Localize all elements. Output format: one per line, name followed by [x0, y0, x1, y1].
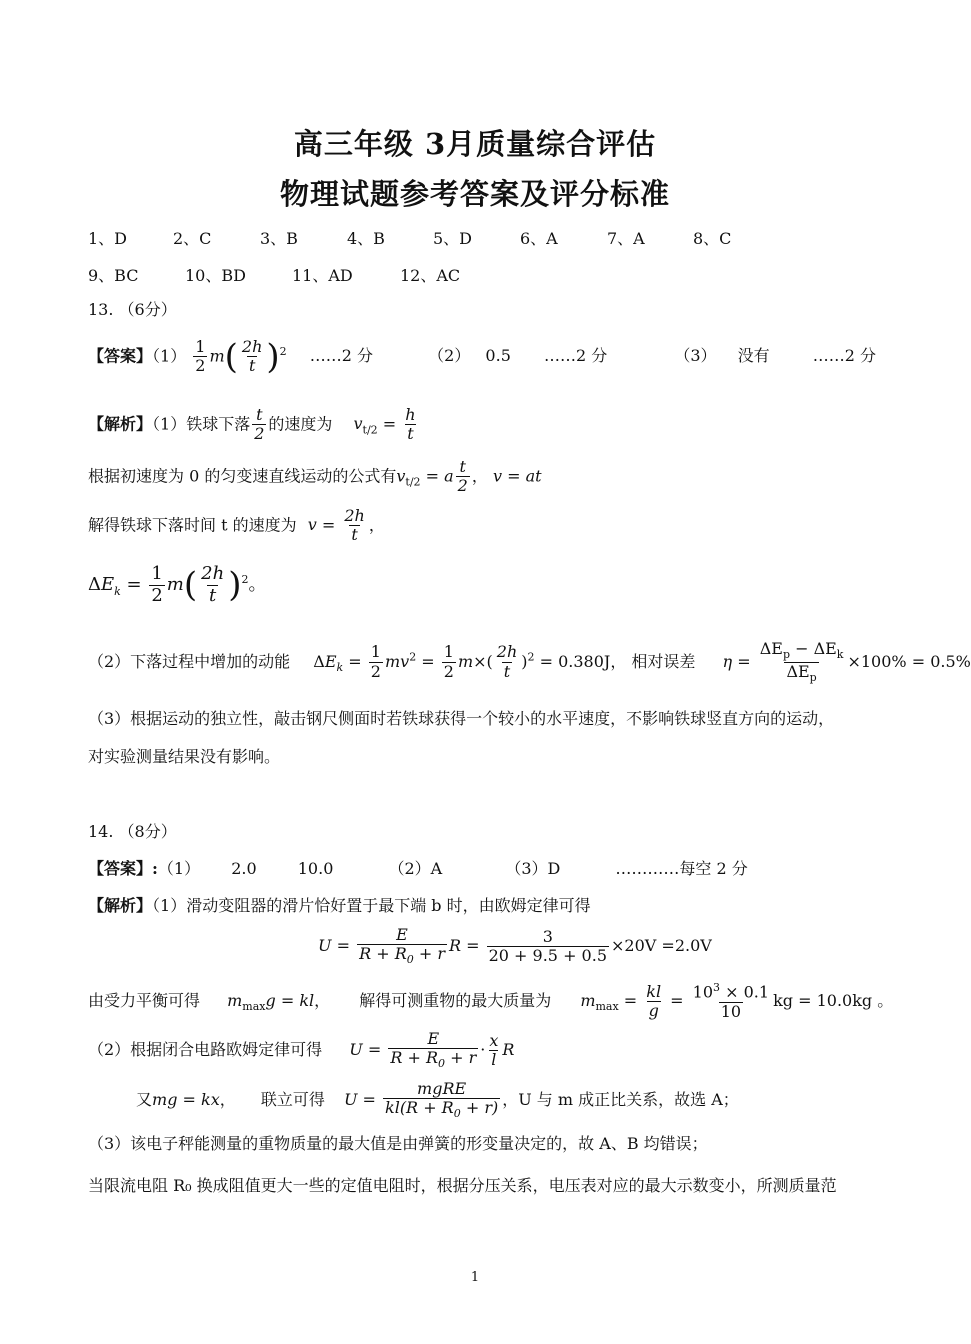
q14-equation-1: U = $\frac{E}{R + R_0 + r}$ R = $\frac{3}{20 + 9.5 + 0.5}$ ×20V =2.0V — [318, 925, 712, 967]
score: ……2 分 — [812, 346, 877, 366]
score: ……2 分 — [543, 346, 608, 366]
text: ，U 与 m 成正比关系，故选 A； — [502, 1090, 739, 1110]
q13-analysis-5: （2）下落过程中增加的动能 $\Delta E_k$ = $\frac{1}{2}$ $mv^2$ = $\frac{1}{2}$ m×( $\frac{2h}{t}$ )$^2$ = 0.380J， 相对误差 η = $\frac{\Delta E_p - \Delta E_k}{\Delta E_p}$ ×100% = 0.5% — [88, 639, 971, 685]
part-2: （2）A — [388, 859, 443, 878]
text: ×20V =2.0V — [611, 936, 712, 956]
mc-answer: 1、D — [88, 229, 128, 248]
q14-analysis-3: （2）根据闭合电路欧姆定律可得 U = $\frac{E}{R + R_0 + r}$ · $\frac{x}{l}$ R — [88, 1029, 515, 1071]
q13-heading: 13. （6分） — [88, 300, 177, 319]
q13-analysis-1: 【解析】（1）铁球下落 $\frac{t}{2}$ 的速度为 $v_{t/2}$ = $\frac{h}{t}$ — [88, 405, 416, 444]
text: （2）下落过程中增加的动能 — [88, 651, 291, 671]
q13-analysis-2: 根据初速度为 0 的匀变速直线运动的公式有$v_{t/2} = a$ $\frac{t}{2}$ ， v = at — [88, 457, 542, 496]
q13-analysis-6: （3）根据运动的独立性，敲击钢尺侧面时若铁球获得一个较小的水平速度，不影响铁球竖直方向的运动， — [88, 709, 835, 728]
text: 又 — [136, 1090, 153, 1110]
analysis-label: 【解析】 — [88, 414, 153, 434]
score: ……2 分 — [309, 346, 374, 366]
text: 根据初速度为 0 的匀变速直线运动的公式有 — [88, 466, 397, 486]
text: kg = 10.0kg 。 — [773, 991, 894, 1011]
mc-answer: 9、BC — [88, 266, 139, 285]
answer-label: 【答案】: — [88, 859, 158, 878]
mc-answer: 8、C — [693, 229, 732, 248]
text: 联立可得 — [260, 1090, 325, 1110]
mc-answer: 5、D — [433, 229, 473, 248]
text: 相对误差 — [631, 651, 696, 671]
score: …………每空 2 分 — [615, 859, 748, 878]
part-3: （3） — [674, 346, 717, 366]
q14-heading: 14. （8分） — [88, 822, 177, 841]
mc-answer: 12、AC — [400, 266, 461, 285]
page-subtitle: 物理试题参考答案及评分标准 — [279, 177, 670, 211]
text: 的速度为 — [268, 414, 333, 434]
mc-answer: 6、A — [520, 229, 558, 248]
mc-answer: 2、C — [173, 229, 212, 248]
mc-answer: 11、AD — [292, 266, 353, 285]
mc-answer: 7、A — [607, 229, 645, 248]
q14-analysis-1 — [88, 896, 591, 917]
q13-analysis-7: 对实验测量结果没有影响。 — [88, 747, 281, 766]
q14-answer-line — [88, 859, 748, 880]
part-2: （2） — [428, 346, 471, 366]
page-number: 1 — [470, 1270, 480, 1285]
text: （2）根据闭合电路欧姆定律可得 — [88, 1040, 323, 1060]
text: 。 — [248, 574, 267, 596]
text: ×100% = 0.5% — [847, 651, 971, 671]
part-3-value: 没有 — [737, 346, 770, 366]
mc-answer: 3、B — [260, 229, 298, 248]
value: 10.0 — [297, 859, 334, 878]
analysis-label: 【解析】 — [88, 896, 153, 915]
formula-half: $\frac{1}{2}$ — [195, 337, 206, 376]
q14-analysis-4: 又mg = kx， 联立可得 U = $\frac{\text{mgRE}}{kl(R + R_0 + r)}$ ，U 与 m 成正比关系，故选 A； — [136, 1079, 739, 1121]
text: = 0.380J， — [539, 651, 627, 671]
part-1: （1） — [152, 346, 187, 366]
q14-analysis-5: （3）该电子秤能测量的重物质量的最大值是由弹簧的形变量决定的，故 A、B 均错误； — [88, 1134, 708, 1153]
part-1: （1） — [157, 859, 201, 878]
text: （1）铁球下落 — [152, 414, 251, 434]
q13-answer-line: 【答案】（1） $\frac{1}{2}$ m( $\frac{2h}{t}$ )$^2$ ……2 分 （2） 0.5 ……2 分 （3） 没有 ……2 分 — [88, 336, 877, 377]
answer-label: 【答案】 — [88, 346, 153, 366]
q13-analysis-4: $\Delta E_k$ = $\frac{1}{2}$ m( $\frac{2h}{t}$ )$^2$。 — [88, 563, 267, 606]
text: 由受力平衡可得 — [88, 991, 201, 1011]
part-2-value: 0.5 — [485, 346, 511, 366]
text: （1）滑动变阻器的滑片恰好置于最下端 b 时，由欧姆定律可得 — [152, 896, 591, 915]
q14-analysis-2: 由受力平衡可得 $m_{max}g$ = kl， 解得可测重物的最大质量为 $m_{max}$ = $\frac{kl}{g}$ = $\frac{10^3 \times 0.1}{10}$ kg = 10.0kg 。 — [88, 981, 894, 1021]
part-3: （3）D — [505, 859, 561, 878]
q13-analysis-3: 解得铁球下落时间 t 的速度为 v = $\frac{2h}{t}$ ， — [88, 506, 385, 545]
mc-answer: 4、B — [347, 229, 385, 248]
mc-answer: 10、BD — [185, 266, 246, 285]
text: 解得可测重物的最大质量为 — [359, 991, 552, 1011]
value: 2.0 — [231, 859, 257, 878]
q14-analysis-6: 当限流电阻 R₀ 换成阻值更大一些的定值电阻时，根据分压关系，电压表对应的最大示数变小，所测质量范 — [88, 1176, 837, 1195]
text: 解得铁球下落时间 t 的速度为 — [88, 515, 297, 535]
page-title: 高三年级 3月质量综合评估 — [293, 127, 657, 161]
